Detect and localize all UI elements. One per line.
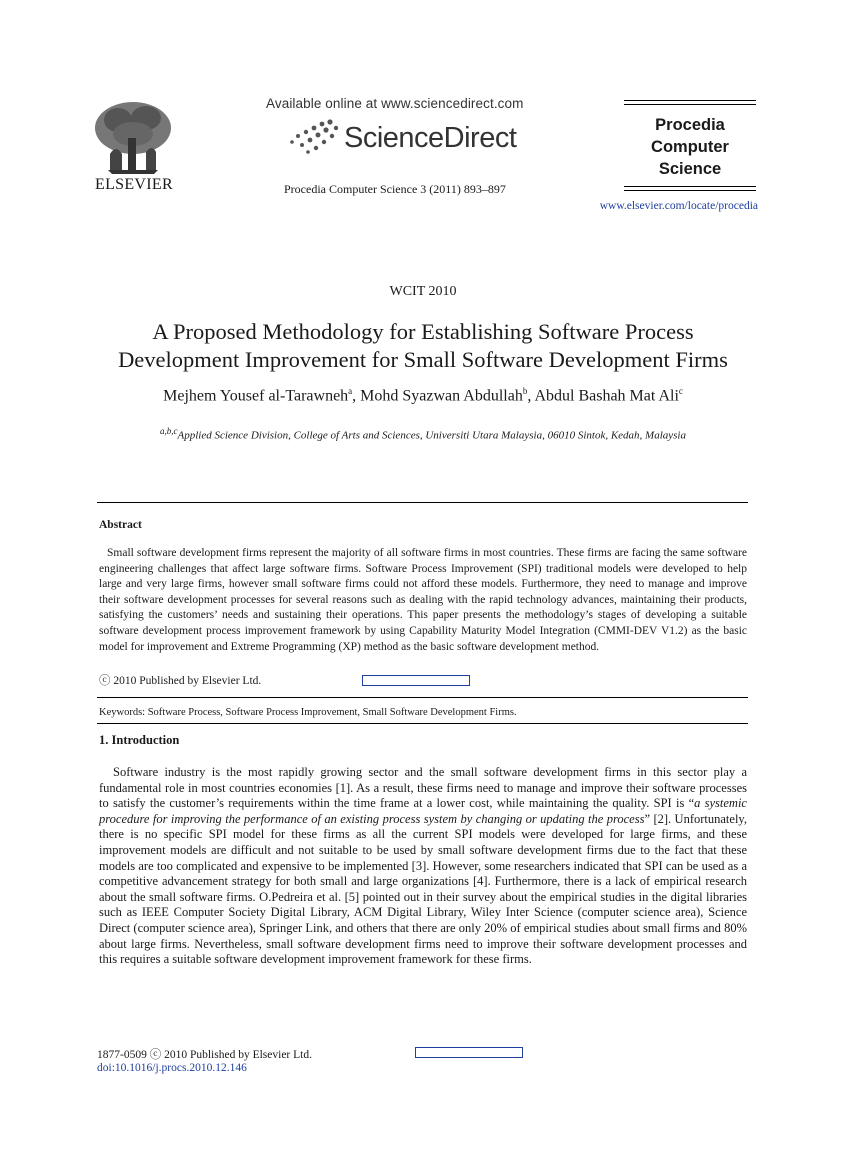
link-annotation-box[interactable] xyxy=(415,1047,523,1058)
link-annotation-box[interactable] xyxy=(362,675,470,686)
author-affiliation-mark: a xyxy=(348,386,353,396)
divider xyxy=(97,697,748,698)
conference-name: WCIT 2010 xyxy=(389,284,457,299)
author-name: Mohd Syazwan Abdullah xyxy=(360,387,523,405)
available-online-text: Available online at www.sciencedirect.com xyxy=(266,96,524,111)
journal-name-line: Procedia xyxy=(655,116,725,134)
journal-name-box xyxy=(624,100,756,192)
paragraph-text: ” [2]. Unfortunately, there is no specific SPI model for these firms as all the current SPI models were developed for large firms, and these improvement models are difficult and not suitable to be used by small software development firms due to the fact that these models are too complicated and expensive to be implemented [3]. However, some researchers indicated that SPI can be used as a competitive advancement strategy for both small and large organizations [4]. Furthermore, there is a lack of empirical research about the small software firms. O.Pedreira et al. [5] pointed out in their survey about the empirical studies in the digital libraries such as IEEE Computer Society Digital Library, ACM Digital Library, Wiley Inter Science (computer science area), Science Direct (computer science area), Springer Link, and others that there are only 20% of empirical studies about small firms and 80% about large firms. Nevertheless, small software development firms need to improve their software development processes and this requires a suitable software development improvement framework for these firms. xyxy=(99,811,747,967)
title-line: Development Improvement for Small Software Development Firms xyxy=(118,347,728,372)
author-name: Abdul Bashah Mat Ali xyxy=(534,387,679,405)
article-title xyxy=(60,318,786,374)
paragraph-text: Software industry is the most rapidly growing sector and the small software development firms in this sector play a fundamental role in most countries economies [1]. As a result, these firms need to manage and improve their software processes to satisfy the customer’s requirements within the time frame at a lower cost, while maintaining the quality. SPI is “ xyxy=(99,765,747,811)
title-line: A Proposed Methodology for Establishing Software Process xyxy=(152,319,694,344)
abstract-copyright: ⓒ 2010 Published by Elsevier Ltd. xyxy=(99,675,262,687)
divider xyxy=(97,502,748,503)
author-affiliation-mark: c xyxy=(678,386,683,396)
journal-name-line: Computer xyxy=(651,138,729,156)
journal-name-line: Science xyxy=(658,160,722,178)
issn-copyright: 1877-0509 ⓒ 2010 Published by Elsevier Ltd. xyxy=(97,1049,312,1061)
affiliation xyxy=(60,426,786,442)
author-separator: , xyxy=(352,387,361,405)
introduction-paragraph xyxy=(99,765,747,968)
author-name: Mejhem Yousef al-Tarawneh xyxy=(163,387,349,405)
journal-homepage-link[interactable]: www.elsevier.com/locate/procedia xyxy=(599,200,758,212)
author-separator: , xyxy=(527,387,535,405)
sciencedirect-dots-icon xyxy=(286,118,340,158)
doi-link[interactable]: doi:10.1016/j.procs.2010.12.146 xyxy=(97,1062,247,1074)
section-heading: 1. Introduction xyxy=(99,733,180,747)
abstract-text: Small software development firms represent the majority of all software firms in most countries. These firms are facing the same software engineering challenges that affect large software firms. Software Process Improvement (SPI) traditional models were developed to help large and very large firms, however small software firms could not afford these models. Furthermore, they need to manage and improve their software development processes for several reasons such as dealing with the rapid technology advances, maintaining their products, satisfying the customers’ needs and sustaining their operations. This paper presents the methodology’s stages of developing a suitable software development process improvement framework by using Capability Maturity Model Integration (CMMI-DEV V1.2) as the basic model for improvement and Extreme Programming (XP) method as the basic software development method. xyxy=(99,547,747,653)
keywords: Keywords: Software Process, Software Process Improvement, Small Software Development Firms. xyxy=(99,707,517,718)
journal-citation: Procedia Computer Science 3 (2011) 893–897 xyxy=(284,182,506,196)
affiliation-text: Applied Science Division, College of Arts and Sciences, Universiti Utara Malaysia, 06010 Sintok, Kedah, Malaysia xyxy=(177,429,686,442)
abstract-heading: Abstract xyxy=(99,519,142,531)
sciencedirect-wordmark: ScienceDirect xyxy=(344,122,517,154)
quoted-definition: a systemic procedure for improving the performance of an existing process system by changing or updating the process xyxy=(99,796,747,826)
affiliation-mark: a,b,c xyxy=(160,426,178,436)
journal-name xyxy=(624,114,756,180)
publisher-name: ELSEVIER xyxy=(95,176,173,193)
divider xyxy=(97,723,748,724)
author-list xyxy=(60,386,786,405)
author-affiliation-mark: b xyxy=(522,386,528,396)
